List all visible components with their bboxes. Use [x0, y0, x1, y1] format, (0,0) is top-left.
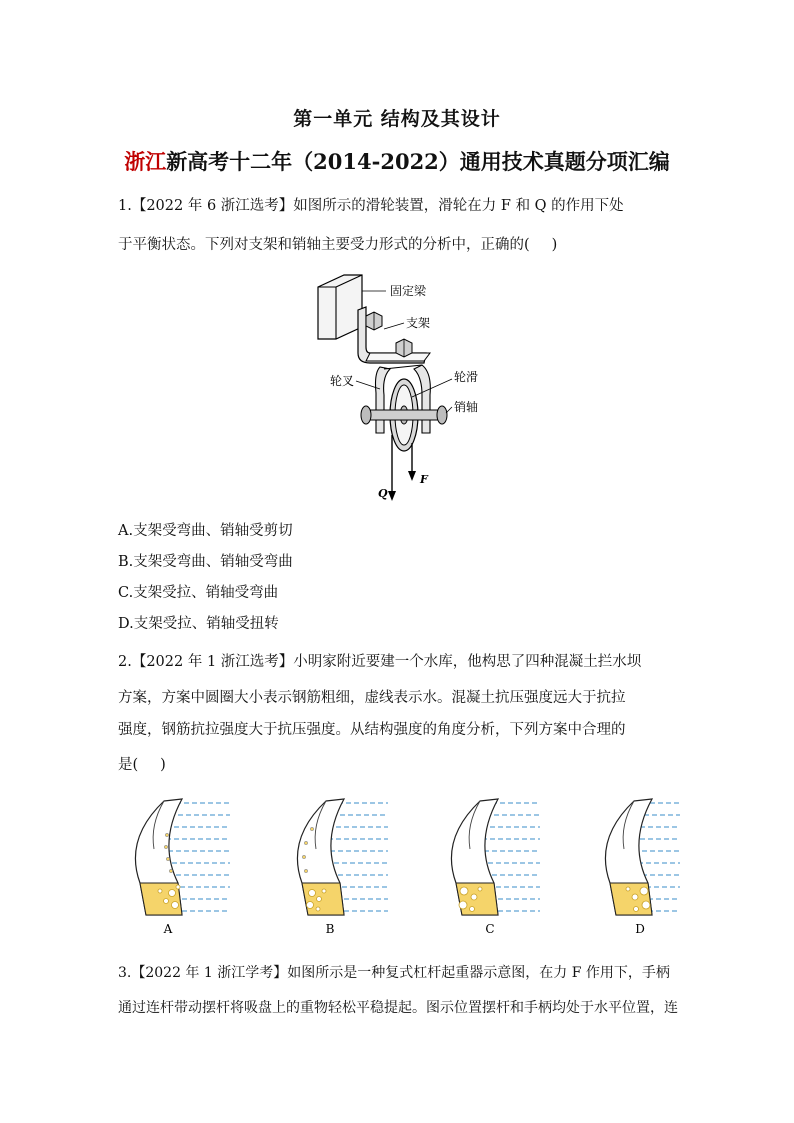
label-fixed-beam: 固定梁 [390, 284, 427, 298]
q1-line-2-end: ) [551, 237, 558, 253]
fixed-beam [318, 275, 362, 339]
q2-line-2: 方案，方案中圆圈大小表示钢筋粗细，虚线表示水。混凝土抗压强度远大于抗拉 [118, 690, 626, 706]
label-bracket: 支架 [406, 316, 431, 330]
label-force-q: Q [378, 487, 388, 500]
q2-line-1: 2.【2022 年 1 浙江选考】小明家附近要建一个水库，他构思了四种混凝土拦水坝 [118, 654, 642, 670]
dam-a [135, 799, 182, 915]
q1-option-a: A.支架受弯曲、销轴受剪切 [118, 523, 293, 539]
q2-line-3: 强度，钢筋抗拉强度大于抗压强度。从结构强度的角度分析，下列方案中合理的 [118, 722, 626, 738]
dam-d [605, 799, 652, 915]
q2-line-4-end: ) [160, 757, 166, 773]
q1-option-b: B.支架受弯曲、销轴受弯曲 [118, 554, 293, 570]
q1-option-d: D.支架受拉、销轴受扭转 [118, 616, 279, 632]
q1-line-1: 1.【2022 年 6 浙江选考】如图所示的滑轮装置，滑轮在力 F 和 Q 的作用下处 [118, 198, 624, 214]
dam-label-a: A [163, 922, 173, 936]
dam-label-c: C [485, 922, 495, 936]
q3-line-2: 通过连杆带动摆杆将吸盘上的重物轻松平稳提起。图示位置摆杆和手柄均处于水平位置，连 [118, 1000, 678, 1016]
unit-title: 第一单元 结构及其设计 [293, 108, 501, 130]
q1-line-2-text: 于平衡状态。下列对支架和销轴主要受力形式的分析中，正确的( [118, 237, 530, 253]
dam-c [451, 799, 498, 915]
dam-options-figure [120, 795, 680, 945]
q1-line-2 [118, 233, 678, 254]
q3-line-1: 3.【2022 年 1 浙江学考】如图所示是一种复式杠杆起重器示意图，在力 F 作用下，手柄 [118, 965, 670, 981]
dam-label-b: B [325, 922, 335, 936]
label-pulley: 轮滑 [454, 370, 479, 384]
q2-line-4-text: 是( [118, 757, 139, 773]
province-name: 浙江 [124, 149, 167, 174]
q1-option-c: C.支架受拉、销轴受弯曲 [118, 585, 279, 601]
dam-b [297, 799, 344, 915]
label-wheel-fork: 轮叉 [330, 374, 355, 388]
page-title [0, 146, 794, 176]
dam-label-d: D [635, 922, 645, 936]
label-pin: 销轴 [454, 400, 479, 414]
water-lines [166, 803, 680, 911]
pulley-figure [300, 265, 500, 510]
title-rest: 新高考十二年（2014-2022）通用技术真题分项汇编 [166, 149, 670, 174]
q2-line-4 [118, 753, 678, 774]
label-force-f: F [420, 473, 428, 486]
